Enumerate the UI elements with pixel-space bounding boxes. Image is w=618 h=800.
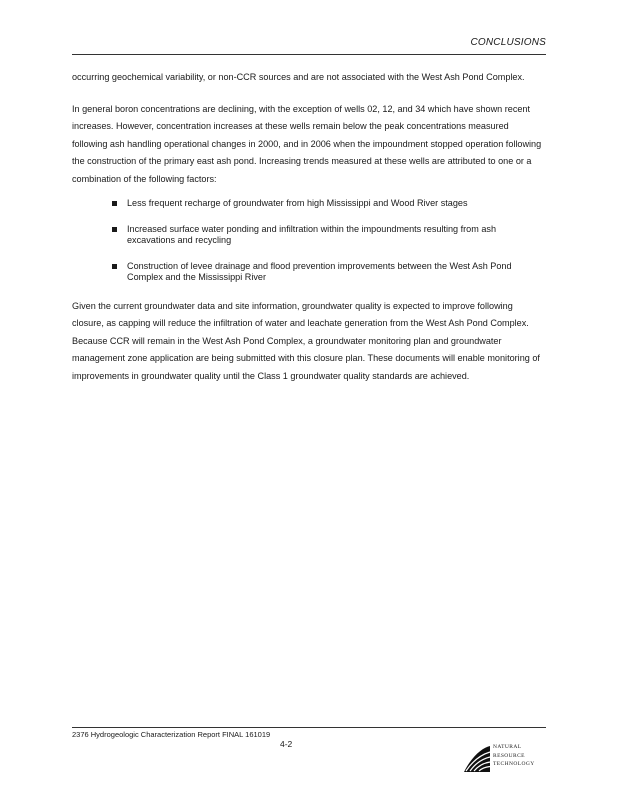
logo-line: RESOURCE bbox=[493, 752, 525, 759]
footer-document-name: 2376 Hydrogeologic Characterization Report FINAL 161019 bbox=[72, 730, 271, 739]
list-item bbox=[112, 224, 546, 247]
footer-divider bbox=[72, 727, 546, 728]
company-logo bbox=[462, 738, 546, 774]
list-item bbox=[112, 198, 546, 210]
logo-line: NATURAL bbox=[493, 744, 522, 750]
square-bullet-icon bbox=[112, 264, 117, 269]
list-item-text: Increased surface water ponding and infiltration within the impoundments resulting from ash excavations and recycling bbox=[127, 223, 497, 245]
header-divider bbox=[72, 54, 546, 55]
list-item bbox=[112, 261, 546, 284]
logo-line: TECHNOLOGY bbox=[493, 761, 535, 767]
page-number: 4-2 bbox=[280, 739, 293, 749]
list-item-text: Less frequent recharge of groundwater from high Mississippi and Wood River stages bbox=[127, 198, 468, 208]
square-bullet-icon bbox=[112, 227, 117, 232]
factors-list bbox=[72, 198, 546, 284]
boron-paragraph: In general boron concentrations are declining, with the exception of wells 02, 12, and 34 which have shown recent increases. However, concentration increases at these wells remain below the peak concentrations measured following ash handling operational changes in 2000, and in 2006 when the impoundment stopped operation following the construction of the primary east ash pond. Increasing trends measured at these wells are attributed to one or a combination of the following factors: bbox=[72, 103, 542, 184]
logo-wordmark bbox=[493, 743, 535, 769]
wave-stripes-logo-icon bbox=[462, 738, 492, 774]
closure-paragraph: Given the current groundwater data and site information, groundwater quality is expected to improve following closure, as capping will reduce the infiltration of water and leachate generation from the West Ash Pond Complex. Because CCR will remain in the West Ash Pond Complex, a groundwater monitoring plan and groundwater management zone application are being submitted with this closure plan. These documents will enable monitoring of improvements in groundwater quality until the Class 1 groundwater quality standards are achieved. bbox=[72, 300, 540, 381]
list-item-text: Construction of levee drainage and flood prevention improvements between the West Ash Pond Complex and the Mississippi River bbox=[127, 260, 512, 282]
section-title: CONCLUSIONS bbox=[470, 37, 546, 48]
square-bullet-icon bbox=[112, 201, 117, 206]
intro-paragraph: occurring geochemical variability, or non-CCR sources and are not associated with the West Ash Pond Complex. bbox=[72, 72, 525, 82]
document-body bbox=[72, 69, 546, 395]
